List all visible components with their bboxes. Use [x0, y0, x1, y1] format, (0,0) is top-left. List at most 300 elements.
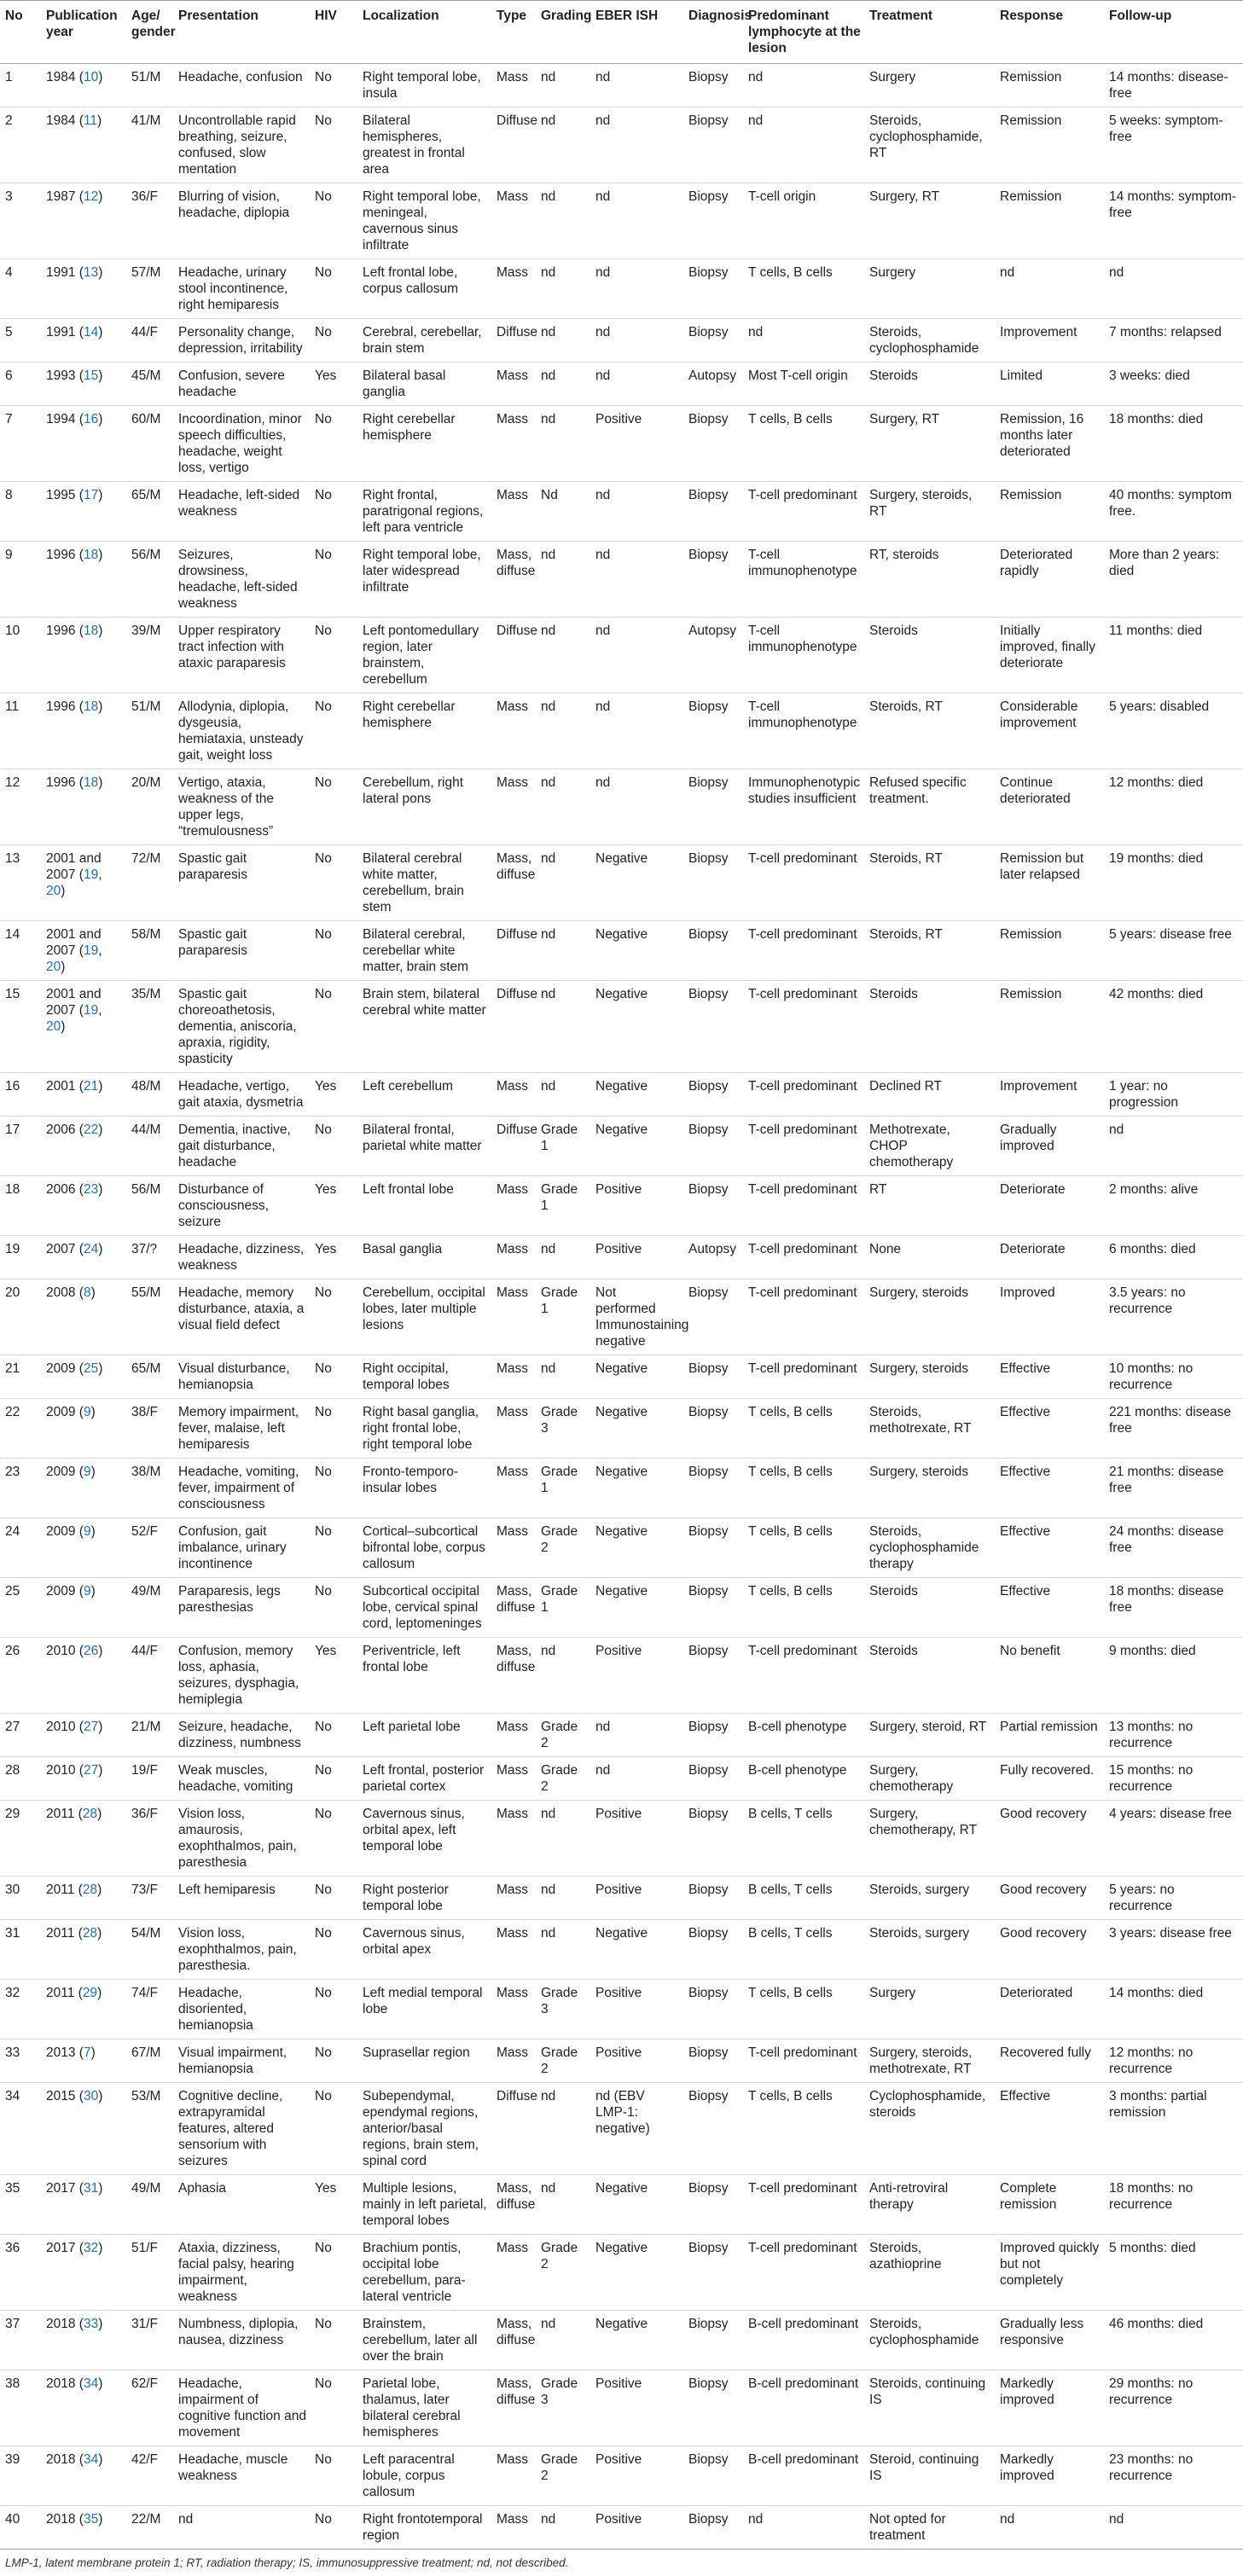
cell-year: 2018 (35)	[41, 2506, 126, 2550]
reference-link[interactable]: 27	[83, 1763, 99, 1778]
cell-diagnosis: Biopsy	[683, 1714, 743, 1757]
cell-type: Mass	[491, 1176, 536, 1236]
cell-age: 44/F	[126, 1638, 173, 1714]
cell-followup: nd	[1104, 2506, 1243, 2550]
cell-lymphocyte: B-cell phenotype	[743, 1757, 864, 1801]
cell-treatment: Steroids, azathioprine	[864, 2235, 995, 2311]
cell-treatment: Steroids, continuing IS	[864, 2370, 995, 2446]
cell-hiv: Yes	[310, 2175, 357, 2235]
cell-eber: Negative	[590, 981, 683, 1073]
cell-localization: Left frontal lobe	[357, 1176, 491, 1236]
cell-no: 33	[0, 2039, 41, 2083]
cell-diagnosis: Biopsy	[683, 2039, 743, 2083]
cell-grading: nd	[536, 319, 590, 363]
reference-link[interactable]: 10	[83, 70, 99, 84]
cell-followup: 7 months: relapsed	[1104, 319, 1243, 363]
publication-year: 1984	[46, 70, 76, 84]
cell-no: 5	[0, 319, 41, 363]
reference-link[interactable]: 25	[83, 1361, 99, 1376]
cell-age: 55/M	[126, 1279, 173, 1355]
column-header: EBER ISH	[590, 1, 683, 64]
cell-response: Deteriorated	[995, 1980, 1104, 2039]
cell-treatment: Not opted for treatment	[864, 2506, 995, 2550]
cell-grading: Grade 1	[536, 1176, 590, 1236]
reference-link[interactable]: 23	[83, 1182, 99, 1197]
table-row	[0, 1757, 1243, 1801]
cell-age: 67/M	[126, 2039, 173, 2083]
cell-presentation: Headache, left-sided weakness	[173, 482, 310, 542]
cell-presentation: Allodynia, diplopia, dysgeusia, hemiataxia, unsteady gait, weight loss	[173, 693, 310, 769]
cell-year: 2009 (9)	[41, 1518, 126, 1578]
reference-link[interactable]: 19	[83, 1003, 99, 1018]
cell-diagnosis: Biopsy	[683, 1801, 743, 1877]
cell-eber: nd	[590, 542, 683, 618]
cell-diagnosis: Autopsy	[683, 363, 743, 406]
cell-year: 2001 (21)	[41, 1073, 126, 1117]
cell-year: 1996 (18)	[41, 693, 126, 769]
cell-presentation: Dementia, inactive, gait disturbance, headache	[173, 1117, 310, 1176]
reference-link[interactable]: 16	[83, 412, 99, 426]
reference-link[interactable]: 9	[83, 1584, 91, 1598]
cell-year: 2011 (28)	[41, 1801, 126, 1877]
cell-no: 19	[0, 1236, 41, 1279]
cell-grading: nd	[536, 1073, 590, 1117]
cell-response: Improvement	[995, 319, 1104, 363]
cell-type: Mass, diffuse	[491, 2370, 536, 2446]
cell-diagnosis: Biopsy	[683, 2506, 743, 2550]
cell-treatment: Steroids, RT	[864, 921, 995, 981]
cell-eber: Positive	[590, 1176, 683, 1236]
reference-link[interactable]: 28	[82, 1883, 98, 1897]
cell-localization: Bilateral cerebral, cerebellar white matter, brain stem	[357, 921, 491, 981]
cell-no: 3	[0, 183, 41, 259]
cell-localization: Left frontal, posterior parietal cortex	[357, 1757, 491, 1801]
cell-no: 27	[0, 1714, 41, 1757]
publication-year: 2013	[46, 2045, 76, 2060]
cell-treatment: Cyclophosphamide, steroids	[864, 2083, 995, 2175]
cell-presentation: Headache, dizziness, weakness	[173, 1236, 310, 1279]
reference-link[interactable]: 18	[83, 548, 99, 562]
cell-type: Mass	[491, 2039, 536, 2083]
cell-hiv: No	[310, 542, 357, 618]
reference-link[interactable]: 26	[83, 1644, 99, 1658]
reference-link[interactable]: 14	[83, 325, 99, 339]
cell-age: 60/M	[126, 406, 173, 482]
cell-diagnosis: Biopsy	[683, 1877, 743, 1920]
cell-lymphocyte: T-cell predominant	[743, 1073, 864, 1117]
cell-eber: Positive	[590, 1980, 683, 2039]
cell-diagnosis: Biopsy	[683, 1920, 743, 1980]
cell-diagnosis: Biopsy	[683, 2446, 743, 2506]
cell-localization: Brain stem, bilateral cerebral white matter	[357, 981, 491, 1073]
reference-link[interactable]: 28	[82, 1807, 98, 1821]
cell-response: Complete remission	[995, 2175, 1104, 2235]
reference-link[interactable]: 21	[83, 1079, 99, 1094]
reference-link[interactable]: 28	[82, 1926, 98, 1941]
cell-localization: Right temporal lobe, meningeal, cavernous sinus infiltrate	[357, 183, 491, 259]
cell-treatment: Declined RT	[864, 1073, 995, 1117]
reference-link[interactable]: 18	[83, 699, 99, 714]
cell-hiv: Yes	[310, 363, 357, 406]
cell-type: Mass	[491, 1801, 536, 1877]
publication-year: 1996	[46, 624, 76, 638]
cell-presentation: Headache, memory disturbance, ataxia, a visual field defect	[173, 1279, 310, 1355]
cell-eber: nd	[590, 363, 683, 406]
cell-hiv: No	[310, 64, 357, 107]
reference-link[interactable]: 12	[83, 189, 99, 204]
cell-grading: nd	[536, 618, 590, 693]
cell-no: 25	[0, 1578, 41, 1638]
cell-treatment: Steroids	[864, 618, 995, 693]
cell-year: 1984 (10)	[41, 64, 126, 107]
reference-link[interactable]: 19	[83, 943, 99, 958]
cell-treatment: Surgery, steroids	[864, 1355, 995, 1399]
cell-type: Mass	[491, 769, 536, 845]
cell-no: 40	[0, 2506, 41, 2550]
cell-followup: 29 months: no recurrence	[1104, 2370, 1243, 2446]
cell-age: 35/M	[126, 981, 173, 1073]
cell-diagnosis: Biopsy	[683, 1355, 743, 1399]
cell-followup: 13 months: no recurrence	[1104, 1714, 1243, 1757]
cell-treatment: Steroids, cyclophosphamide, RT	[864, 107, 995, 183]
cell-treatment: Steroids	[864, 1638, 995, 1714]
cell-age: 56/M	[126, 1176, 173, 1236]
cell-lymphocyte: B cells, T cells	[743, 1877, 864, 1920]
table-row	[0, 1801, 1243, 1877]
cell-type: Mass	[491, 482, 536, 542]
cell-localization: Left frontal lobe, corpus callosum	[357, 259, 491, 319]
reference-link[interactable]: 20	[46, 884, 61, 898]
table-row	[0, 107, 1243, 183]
publication-year: 1994	[46, 412, 76, 426]
cell-followup: 18 months: died	[1104, 406, 1243, 482]
cell-year: 1996 (18)	[41, 769, 126, 845]
cell-eber: Positive	[590, 1236, 683, 1279]
cell-diagnosis: Biopsy	[683, 1518, 743, 1578]
reference-link[interactable]: 18	[83, 624, 99, 638]
cell-grading: nd	[536, 1920, 590, 1980]
cell-localization: Right basal ganglia, right frontal lobe, right temporal lobe	[357, 1399, 491, 1459]
cell-followup: 11 months: died	[1104, 618, 1243, 693]
cell-diagnosis: Biopsy	[683, 107, 743, 183]
reference-link[interactable]: 35	[83, 2512, 99, 2527]
cell-presentation: Headache, impairment of cognitive function and movement	[173, 2370, 310, 2446]
reference-link[interactable]: 24	[83, 1242, 99, 1256]
cell-hiv: Yes	[310, 1236, 357, 1279]
cell-response: Good recovery	[995, 1920, 1104, 1980]
cell-treatment: Surgery	[864, 64, 995, 107]
cell-no: 10	[0, 618, 41, 693]
table-row	[0, 618, 1243, 693]
table-footnote: LMP-1, latent membrane protein 1; RT, radiation therapy; IS, immunosuppressive treatment; nd, not described.	[5, 2556, 569, 2569]
cell-no: 8	[0, 482, 41, 542]
column-header: Type	[491, 1, 536, 64]
reference-link[interactable]: 32	[83, 2241, 99, 2255]
cell-diagnosis: Biopsy	[683, 2311, 743, 2370]
cell-diagnosis: Biopsy	[683, 319, 743, 363]
publication-year: 2006	[46, 1123, 76, 1137]
cell-presentation: Spastic gait chorеoathetosis, dementia, aniscoria, apraxia, rigidity, spasticity	[173, 981, 310, 1073]
cell-diagnosis: Biopsy	[683, 921, 743, 981]
cell-grading: nd	[536, 183, 590, 259]
cell-diagnosis: Biopsy	[683, 981, 743, 1073]
cell-type: Mass	[491, 406, 536, 482]
table-row	[0, 2175, 1243, 2235]
cell-eber: Positive	[590, 2506, 683, 2550]
cell-hiv: No	[310, 2311, 357, 2370]
cell-diagnosis: Biopsy	[683, 1638, 743, 1714]
cell-hiv: Yes	[310, 1638, 357, 1714]
reference-link[interactable]: 18	[83, 775, 99, 790]
cell-eber: nd	[590, 319, 683, 363]
cell-localization: Right temporal lobe, later widespread infiltrate	[357, 542, 491, 618]
cell-response: Deteriorate	[995, 1236, 1104, 1279]
cell-response: Deteriorate	[995, 1176, 1104, 1236]
cell-response: Remission	[995, 921, 1104, 981]
cell-followup: 10 months: no recurrence	[1104, 1355, 1243, 1399]
table-row	[0, 921, 1243, 981]
table-row	[0, 1073, 1243, 1117]
cell-grading: Grade 1	[536, 1578, 590, 1638]
reference-link[interactable]: 9	[83, 1465, 91, 1479]
cell-age: 36/F	[126, 1801, 173, 1877]
reference-link[interactable]: 29	[82, 1986, 98, 2000]
column-header: HIV	[310, 1, 357, 64]
table-row	[0, 1920, 1243, 1980]
cell-eber: Negative	[590, 1117, 683, 1176]
publication-year: 2010	[46, 1763, 76, 1778]
cell-hiv: No	[310, 1714, 357, 1757]
cell-response: Partial remission	[995, 1714, 1104, 1757]
cell-lymphocyte: Immunophenotypic studies insufficient	[743, 769, 864, 845]
publication-year: 2018	[46, 2317, 76, 2331]
cell-age: 51/F	[126, 2235, 173, 2311]
cell-no: 35	[0, 2175, 41, 2235]
cell-followup: 24 months: disease free	[1104, 1518, 1243, 1578]
cell-year: 2017 (31)	[41, 2175, 126, 2235]
cell-lymphocyte: B-cell phenotype	[743, 1714, 864, 1757]
cell-hiv: No	[310, 1920, 357, 1980]
cell-response: Improvement	[995, 1073, 1104, 1117]
cell-diagnosis: Biopsy	[683, 2235, 743, 2311]
cell-age: 44/M	[126, 1117, 173, 1176]
cell-year: 2018 (34)	[41, 2370, 126, 2446]
reference-link[interactable]: 17	[83, 488, 99, 502]
cell-type: Mass	[491, 1073, 536, 1117]
cell-localization: Left medial temporal lobe	[357, 1980, 491, 2039]
cell-hiv: No	[310, 1355, 357, 1399]
cell-grading: nd	[536, 2083, 590, 2175]
cell-hiv: No	[310, 693, 357, 769]
table-header	[0, 1, 1243, 64]
reference-link[interactable]: 9	[83, 1405, 91, 1419]
cell-year: 1995 (17)	[41, 482, 126, 542]
reference-link[interactable]: 8	[83, 1285, 91, 1300]
cell-presentation: Ataxia, dizziness, facial palsy, hearing impairment, weakness	[173, 2235, 310, 2311]
cell-lymphocyte: Most T-cell origin	[743, 363, 864, 406]
cell-presentation: Confusion, gait imbalance, urinary incontinence	[173, 1518, 310, 1578]
cell-grading: nd	[536, 107, 590, 183]
cell-localization: Multiple lesions, mainly in left parietal, temporal lobes	[357, 2175, 491, 2235]
cell-grading: nd	[536, 542, 590, 618]
reference-link[interactable]: 31	[83, 2181, 99, 2196]
reference-link[interactable]: 33	[83, 2317, 99, 2331]
cell-hiv: No	[310, 406, 357, 482]
cell-lymphocyte: T-cell predominant	[743, 1355, 864, 1399]
cell-followup: 42 months: died	[1104, 981, 1243, 1073]
reference-link[interactable]: 27	[83, 1720, 99, 1734]
cell-treatment: Steroids, cyclophosphamide	[864, 319, 995, 363]
reference-link[interactable]: 22	[83, 1123, 99, 1137]
cell-no: 14	[0, 921, 41, 981]
reference-link[interactable]: 30	[83, 2089, 99, 2103]
cell-eber: Negative	[590, 921, 683, 981]
reference-link[interactable]: 15	[83, 368, 99, 383]
cell-eber: Negative	[590, 1459, 683, 1518]
cell-year: 1991 (13)	[41, 259, 126, 319]
cell-eber: Positive	[590, 1638, 683, 1714]
cell-grading: nd	[536, 1236, 590, 1279]
cell-no: 2	[0, 107, 41, 183]
publication-year: 2017	[46, 2241, 76, 2255]
cell-response: nd	[995, 259, 1104, 319]
reference-link[interactable]: 20	[46, 1019, 61, 1034]
cell-no: 28	[0, 1757, 41, 1801]
cell-presentation: Spastic gait paraparesis	[173, 845, 310, 921]
cell-diagnosis: Biopsy	[683, 1459, 743, 1518]
cell-type: Mass, diffuse	[491, 1638, 536, 1714]
cell-lymphocyte: T-cell predominant	[743, 2039, 864, 2083]
cell-hiv: No	[310, 482, 357, 542]
cell-followup: 1 year: no progression	[1104, 1073, 1243, 1117]
cell-year: 2011 (29)	[41, 1980, 126, 2039]
cell-lymphocyte: B cells, T cells	[743, 1801, 864, 1877]
cell-type: Mass	[491, 1518, 536, 1578]
cell-presentation: Headache, vertigo, gait ataxia, dysmetria	[173, 1073, 310, 1117]
publication-year: 2010	[46, 1644, 76, 1658]
cell-localization: Cerebellum, occipital lobes, later multiple lesions	[357, 1279, 491, 1355]
cell-age: 36/F	[126, 183, 173, 259]
cell-no: 13	[0, 845, 41, 921]
cell-treatment: Surgery, RT	[864, 406, 995, 482]
cell-diagnosis: Biopsy	[683, 1399, 743, 1459]
cell-diagnosis: Biopsy	[683, 1980, 743, 2039]
table-row	[0, 769, 1243, 845]
reference-link[interactable]: 19	[83, 867, 99, 882]
cell-lymphocyte: T-cell immunophenotype	[743, 618, 864, 693]
cell-treatment: RT	[864, 1176, 995, 1236]
cell-response: Effective	[995, 1578, 1104, 1638]
cell-eber: Positive	[590, 2370, 683, 2446]
cell-presentation: Headache, muscle weakness	[173, 2446, 310, 2506]
cell-followup: 3 months: partial remission	[1104, 2083, 1243, 2175]
cell-response: Deteriorated rapidly	[995, 542, 1104, 618]
cell-eber: Positive	[590, 2039, 683, 2083]
cell-followup: 2 months: alive	[1104, 1176, 1243, 1236]
publication-year: 2018	[46, 2452, 76, 2467]
cell-year: 1984 (11)	[41, 107, 126, 183]
cell-type: Diffuse	[491, 618, 536, 693]
cell-localization: Basal ganglia	[357, 1236, 491, 1279]
cell-treatment: Steroids, RT	[864, 693, 995, 769]
cell-treatment: Surgery, RT	[864, 183, 995, 259]
cell-year: 2013 (7)	[41, 2039, 126, 2083]
cell-presentation: Cognitive decline, extrapyramidal features, altered sensorium with seizures	[173, 2083, 310, 2175]
cell-eber: Positive	[590, 1801, 683, 1877]
column-header: Grading	[536, 1, 590, 64]
cell-presentation: Headache, confusion	[173, 64, 310, 107]
column-header: Treatment	[864, 1, 995, 64]
cell-no: 1	[0, 64, 41, 107]
cell-age: 22/M	[126, 2506, 173, 2550]
cell-presentation: Vision loss, exophthalmos, pain, paresthesia.	[173, 1920, 310, 1980]
reference-link[interactable]: 11	[83, 113, 98, 128]
cell-no: 9	[0, 542, 41, 618]
cell-treatment: Steroids	[864, 363, 995, 406]
cell-year: 2009 (25)	[41, 1355, 126, 1399]
reference-link[interactable]: 20	[46, 960, 61, 974]
cell-eber: nd	[590, 693, 683, 769]
cell-eber: Negative	[590, 1920, 683, 1980]
reference-link[interactable]: 34	[83, 2376, 99, 2391]
cell-age: 20/M	[126, 769, 173, 845]
cell-diagnosis: Biopsy	[683, 1073, 743, 1117]
cell-grading: nd	[536, 845, 590, 921]
cell-no: 17	[0, 1117, 41, 1176]
cell-response: Remission	[995, 107, 1104, 183]
table-row	[0, 2370, 1243, 2446]
publication-year: 1996	[46, 775, 76, 790]
cell-hiv: No	[310, 183, 357, 259]
reference-link[interactable]: 34	[83, 2452, 99, 2467]
cell-no: 21	[0, 1355, 41, 1399]
cell-lymphocyte: T cells, B cells	[743, 1399, 864, 1459]
cell-presentation: Left hemiparesis	[173, 1877, 310, 1920]
cell-diagnosis: Biopsy	[683, 1279, 743, 1355]
table-row	[0, 1399, 1243, 1459]
cell-age: 72/M	[126, 845, 173, 921]
cell-year: 2018 (34)	[41, 2446, 126, 2506]
cell-hiv: No	[310, 1399, 357, 1459]
cell-treatment: Surgery, steroids	[864, 1279, 995, 1355]
cell-lymphocyte: B-cell predominant	[743, 2311, 864, 2370]
table-row	[0, 1980, 1243, 2039]
reference-link[interactable]: 13	[83, 265, 99, 280]
cell-localization: Right cerebellar hemisphere	[357, 406, 491, 482]
cell-followup: nd	[1104, 259, 1243, 319]
cell-diagnosis: Autopsy	[683, 618, 743, 693]
publication-year: 2017	[46, 2181, 76, 2196]
cell-localization: Left cerebellum	[357, 1073, 491, 1117]
cell-grading: nd	[536, 693, 590, 769]
reference-link[interactable]: 9	[83, 1524, 91, 1539]
publication-year: 1996	[46, 548, 76, 562]
cell-followup: 221 months: disease free	[1104, 1399, 1243, 1459]
cell-localization: Subcortical occipital lobe, cervical spinal cord, leptomeninges	[357, 1578, 491, 1638]
cell-followup: 6 months: died	[1104, 1236, 1243, 1279]
cell-diagnosis: Biopsy	[683, 1176, 743, 1236]
cell-type: Mass	[491, 1355, 536, 1399]
cell-age: 54/M	[126, 1920, 173, 1980]
cell-presentation: Aphasia	[173, 2175, 310, 2235]
reference-link[interactable]: 7	[83, 2045, 91, 2060]
cell-no: 26	[0, 1638, 41, 1714]
cell-grading: nd	[536, 1638, 590, 1714]
cell-eber: nd	[590, 64, 683, 107]
cell-response: Effective	[995, 1355, 1104, 1399]
cell-no: 15	[0, 981, 41, 1073]
publication-year: 2011	[46, 1926, 75, 1941]
